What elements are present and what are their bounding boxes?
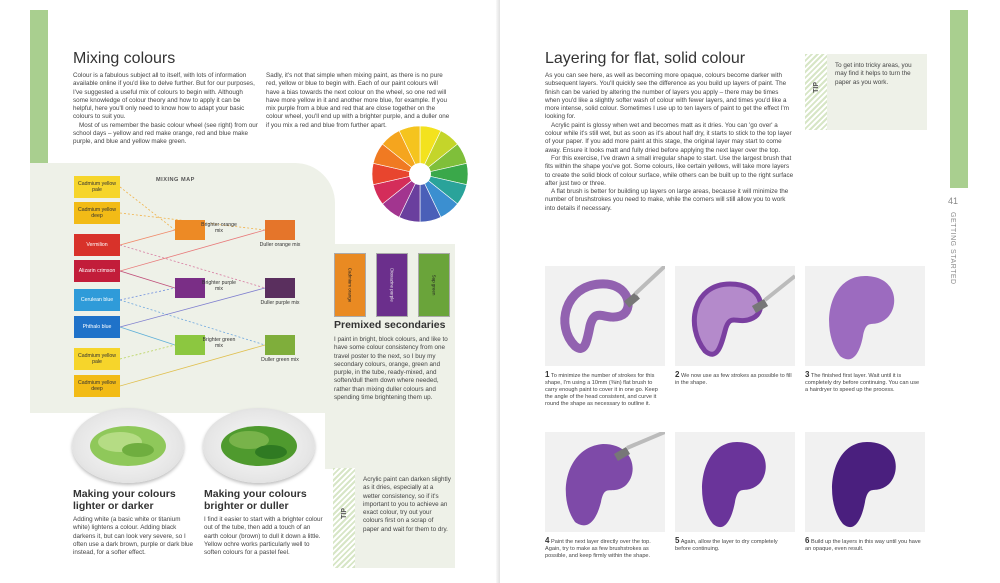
step-text: Build up the layers in this way until you have an opaque, even result. (805, 539, 921, 552)
step-6-illustration (805, 432, 925, 532)
layering-paragraph: A flat brush is better for building up layers on large areas, because it will minimize the number of brushstrokes you need to make, while the corners will still allow you to work into details if necessary. (545, 188, 789, 212)
swatch-label: Vermilion (86, 242, 108, 248)
step-number: 5 (675, 536, 680, 545)
mixing-map-title: MIXING MAP (156, 177, 195, 183)
tube-label: Sap green (431, 274, 437, 296)
step-1-photo (545, 266, 665, 366)
tube-sap-green (418, 253, 450, 317)
tip-paragraph: To get into tricky areas, you may find it helps to turn the paper as you work. (835, 62, 912, 86)
tip-text (835, 62, 923, 87)
tube-label: Dioxazine purple (389, 268, 395, 302)
tube-label: Cadmium orange (347, 267, 353, 303)
mix-label: Duller green mix (261, 357, 299, 363)
brighter-duller-text (204, 516, 326, 557)
step-number: 6 (805, 536, 810, 545)
swatch-cadmium-yellow-deep (74, 202, 120, 224)
step-text: The finished first layer. Wait until it is completely dry before continuing. You can use a hairdryer to speed up the process. (805, 373, 920, 393)
mix-label: Brighter orange mix (201, 222, 237, 234)
mix-duller-orange (265, 220, 295, 240)
plate-brighter-photo (203, 408, 315, 483)
green-paint-blob (72, 408, 184, 483)
swatch-label: Phthalo blue (82, 324, 112, 330)
step-5-photo (675, 432, 795, 532)
right-page (500, 0, 1000, 583)
mix-duller-green (265, 335, 295, 355)
layering-title: Layering for flat, solid colour (545, 50, 746, 67)
swatch-cerulean-blue (74, 289, 120, 311)
mix-label: Duller purple mix (260, 300, 300, 306)
mix-duller-purple (265, 278, 295, 298)
map-line (120, 187, 175, 230)
step-6-photo (805, 432, 925, 532)
step-1-caption (545, 371, 663, 408)
step-2-illustration (675, 266, 795, 366)
mix-label: Brighter purple mix (201, 280, 237, 292)
step-number: 2 (675, 370, 680, 379)
section-label: GETTING STARTED (949, 212, 956, 285)
intro-paragraph: Most of us remember the basic colour wheel (see right) from our school days – yellow and red make orange, red and blue make purple, and blue and yellow make green. (73, 121, 258, 146)
swatch-cadmium-yellow-pale (74, 176, 120, 198)
step-number: 3 (805, 370, 810, 379)
swatch-vermilion (74, 234, 120, 256)
step-5-illustration (675, 432, 795, 532)
tube-dioxazine-purple (376, 253, 408, 317)
mix-label: Duller orange mix (259, 242, 301, 248)
tip-label: TIP (813, 82, 820, 93)
swatch-cadmium-yellow-deep-2 (74, 375, 120, 397)
tip-label: TIP (341, 508, 348, 519)
right-green-bar (950, 10, 968, 188)
swatch-label: Alizarin crimson (78, 268, 116, 274)
map-line (120, 271, 175, 288)
step-2-caption (675, 371, 793, 387)
tip-box-left (333, 468, 455, 568)
tube-cadmium-orange (334, 253, 366, 317)
mixing-colours-title: Mixing colours (73, 50, 176, 67)
step-2-photo (675, 266, 795, 366)
green-paint-blob-dark (203, 408, 315, 483)
map-line (120, 345, 175, 359)
intro-paragraph: Sadly, it's not that simple when mixing paint, as there is no pure red, yellow or blue to begin with. Each of our paint colours will have a bias towards the next colour on the wheel, so one red will have more yellow in it and another more blue, for example. If you mix purple from a blue and red that are close together on the colour wheel, you'll end up with a brighter purple, and a duller one if you mix a red and blue from further apart. (266, 72, 450, 129)
premixed-title: Premixed secondaries (334, 319, 446, 331)
right-page-number: 41 (948, 196, 959, 206)
step-text: To minimize the number of strokes for this shape, I'm using a 10mm (⅜in) flat brush to carry enough paint to cover it in one go. Keep the angle of the head consistent, and curve it round the shape as necessary to outline it. (545, 373, 658, 407)
layering-paragraph: For this exercise, I've drawn a small irregular shape to start. Use the largest brush that fits within the shape you've got. Some colours, like certain yellows, will take more layers to create the solid block of colour surface, while others can be built up to the right surface after just two or three. (545, 154, 794, 187)
step-number: 4 (545, 536, 550, 545)
step-number: 1 (545, 370, 550, 379)
brighter-paragraph: I find it easier to start with a brighter colour out of the tube, then add a touch of an earth colour (brown) to dull it down a little. Yellow ochre works particularly well to soften colours for a pastel feel. (204, 516, 323, 557)
step-text: Again, allow the layer to dry completely before continuing. (675, 539, 778, 552)
map-line (120, 230, 175, 245)
brighter-duller-title: Making your colours brighter or duller (204, 488, 307, 512)
premixed-paragraph: I paint in bright, block colours, and like to have some colour consistency from one travel poster to the next, so I buy my secondary colours, orange, green and purple, in the tube, ready-mixed, and soften/dull them down where needed, rather than mixing duller colours and spending time brightening them up. (334, 336, 448, 402)
map-line (120, 288, 175, 300)
step-4-caption (545, 537, 663, 560)
swatch-cadmium-yellow-pale-2 (74, 348, 120, 370)
layering-paragraph: As you can see here, as well as becoming more opaque, colours become darker with subsequent layers. You'll quickly see the difference as you build up layers of paint. The finish can be varied by altering the number of layers you apply – there may be times when you'd like a slightly softer wash of colour with fewer layers, and times you'd like a more intense, solid colour. Sometimes I use up to ten layers of paint to get the effect I'm looking for. (545, 72, 789, 121)
lighter-paragraph: Adding white (a basic white or titanium white) lightens a colour. Adding black darkens it, but can look very severe, so I often use a dark brown, purple or dark blue instead, for a softer effect. (73, 516, 194, 557)
tip-paragraph: Acrylic paint can darken slightly as it dries, especially at a wetter consistency, so if it's important to you to achieve an exact colour, try out your colours first on a scrap of paper and wait for them to dry. (363, 476, 451, 533)
layering-paragraph: Acrylic paint is glossy when wet and becomes matt as it dries. You can 'go over' a colour while it's still wet, but as soon as it's about half dry, it starts to stick to the top layer of your paper. If you add more paint at this stage, the original layer may start to come away. Ensure it looks matt and fully dried before applying the next layer over the top. (545, 121, 792, 154)
step-3-caption (805, 371, 923, 394)
tip-box-right (805, 54, 927, 130)
swatch-alizarin-crimson (74, 260, 120, 282)
step-1-illustration (545, 266, 665, 366)
step-3-illustration (805, 266, 925, 366)
step-3-photo (805, 266, 925, 366)
map-line (120, 327, 175, 345)
step-6-caption (805, 537, 923, 553)
intro-paragraph: Colour is a fabulous subject all to itself, with lots of information available online if you'd like to delve further. But for our purposes, I've suggested a useful mix of colours to begin with. Although some knowledge of colour theory and how to apply it can be helpful, here you'll only need to know how to adapt your basic colours to suit you. (73, 72, 255, 121)
tip-text (363, 476, 451, 534)
swatch-label: Cadmium yellow pale (77, 353, 117, 365)
mix-label: Brighter green mix (202, 337, 236, 349)
step-4-illustration (545, 432, 665, 532)
step-5-caption (675, 537, 793, 553)
layering-body (545, 72, 795, 213)
step-text: Paint the next layer directly over the top. Again, try to make as few brushstrokes as possible, and keep firmly within the shape. (545, 539, 651, 559)
lighter-darker-title: Making your colours lighter or darker (73, 488, 176, 512)
step-text: We now use as few strokes as possible to fill in the shape. (675, 373, 792, 386)
step-4-photo (545, 432, 665, 532)
swatch-label: Cadmium yellow deep (77, 207, 117, 219)
swatch-label: Cerulean blue (80, 297, 114, 303)
premixed-text (334, 336, 452, 402)
swatch-phthalo-blue (74, 316, 120, 338)
plate-lighter-photo (72, 408, 184, 483)
swatch-label: Cadmium yellow pale (77, 181, 117, 193)
lighter-darker-text (73, 516, 195, 557)
swatch-label: Cadmium yellow deep (77, 380, 117, 392)
